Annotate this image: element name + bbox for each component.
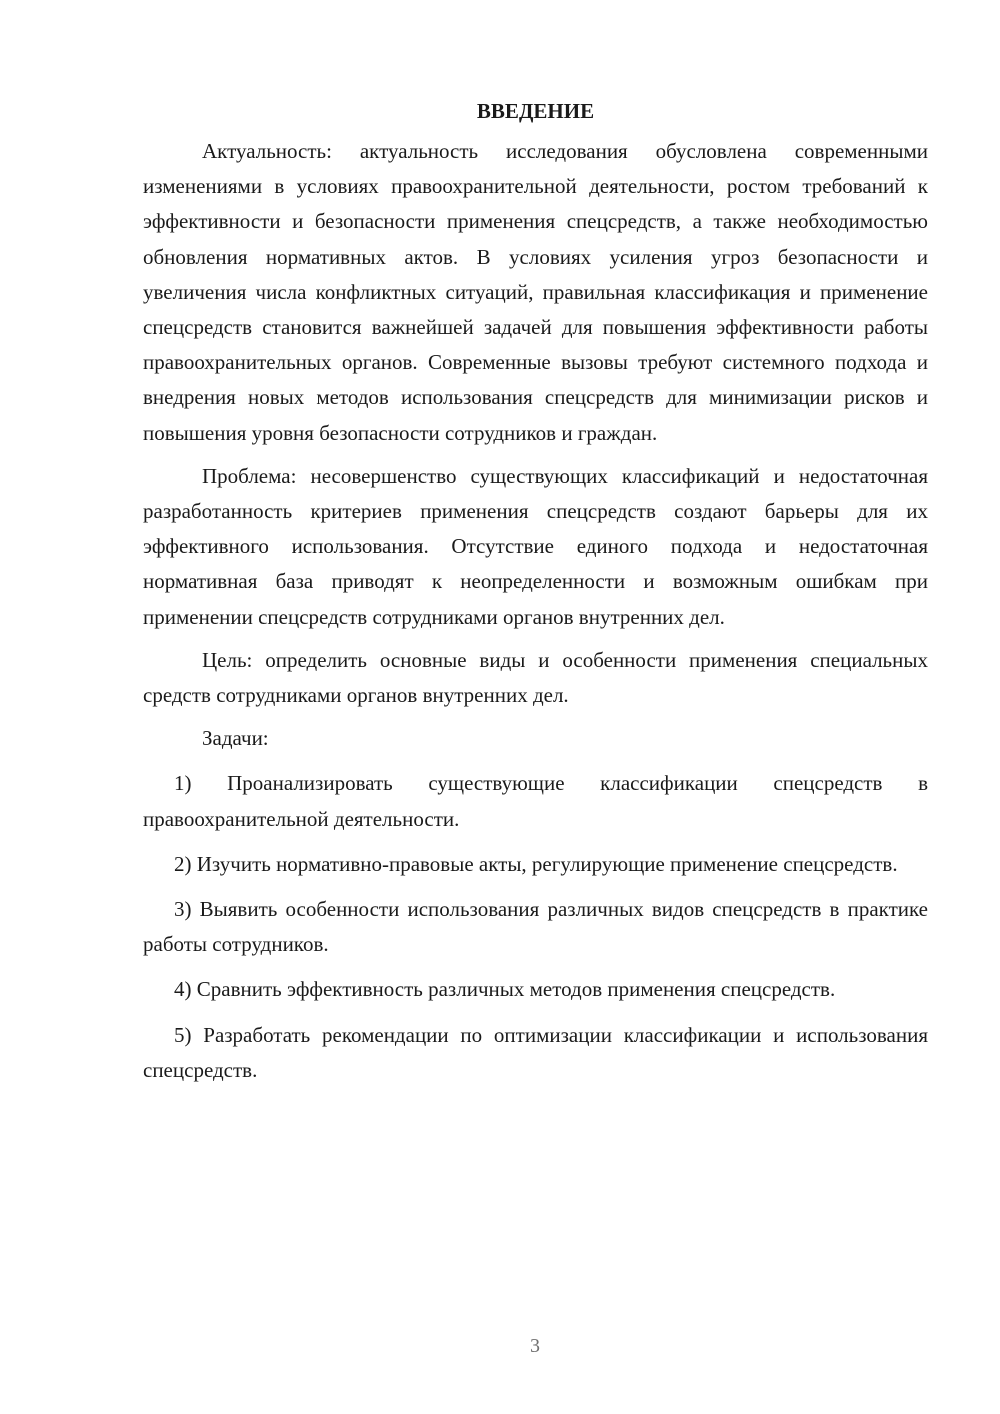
- task-item: 4) Сравнить эффективность различных методов применения спецсредств.: [174, 977, 836, 1002]
- relevance-paragraph: Актуальность: актуальность исследования обусловлена современными изменениями в условиях правоохранительной деятельности, ростом требований к эффективности и безопасности применения спецсредств, а также необходимостью обновления нормативных актов. В условиях усиления угроз безопасности и увеличения числа конфликтных ситуаций, правильная классификация и применение спецсредств становится важнейшей задачей для повышения эффективности работы правоохранительных органов. Современные вызовы требуют системного подхода и внедрения новых методов использования спецсредств для минимизации рисков и повышения уровня безопасности сотрудников и граждан.: [143, 139, 928, 445]
- document-body: [143, 96, 928, 1098]
- page-number: 3: [530, 1335, 540, 1357]
- problem-paragraph: Проблема: несовершенство существующих классификаций и недостаточная разработанность критериев применения спецсредств создают барьеры для их эффективного использования. Отсутствие единого подхода и недостаточная нормативная база приводят к неопределенности и возможным ошибкам при применении спецсредств сотрудниками органов внутренних дел.: [143, 463, 928, 629]
- goal-paragraph: Цель: определить основные виды и особенности применения специальных средств сотрудниками органов внутренних дел.: [143, 647, 928, 708]
- task-item: 1) Проанализировать существующие классификации спецсредств в правоохранительной деятельности.: [143, 771, 928, 831]
- tasks-list: [143, 766, 928, 1088]
- task-item: 2) Изучить нормативно-правовые акты, регулирующие применение спецсредств.: [174, 851, 898, 876]
- tasks-label: Задачи:: [202, 726, 269, 751]
- task-item: 5) Разработать рекомендации по оптимизации классификации и использования спецсредств.: [143, 1022, 928, 1082]
- task-item: 3) Выявить особенности использования различных видов спецсредств в практике работы сотрудников.: [143, 897, 928, 957]
- section-title: ВВЕДЕНИЕ: [476, 99, 595, 123]
